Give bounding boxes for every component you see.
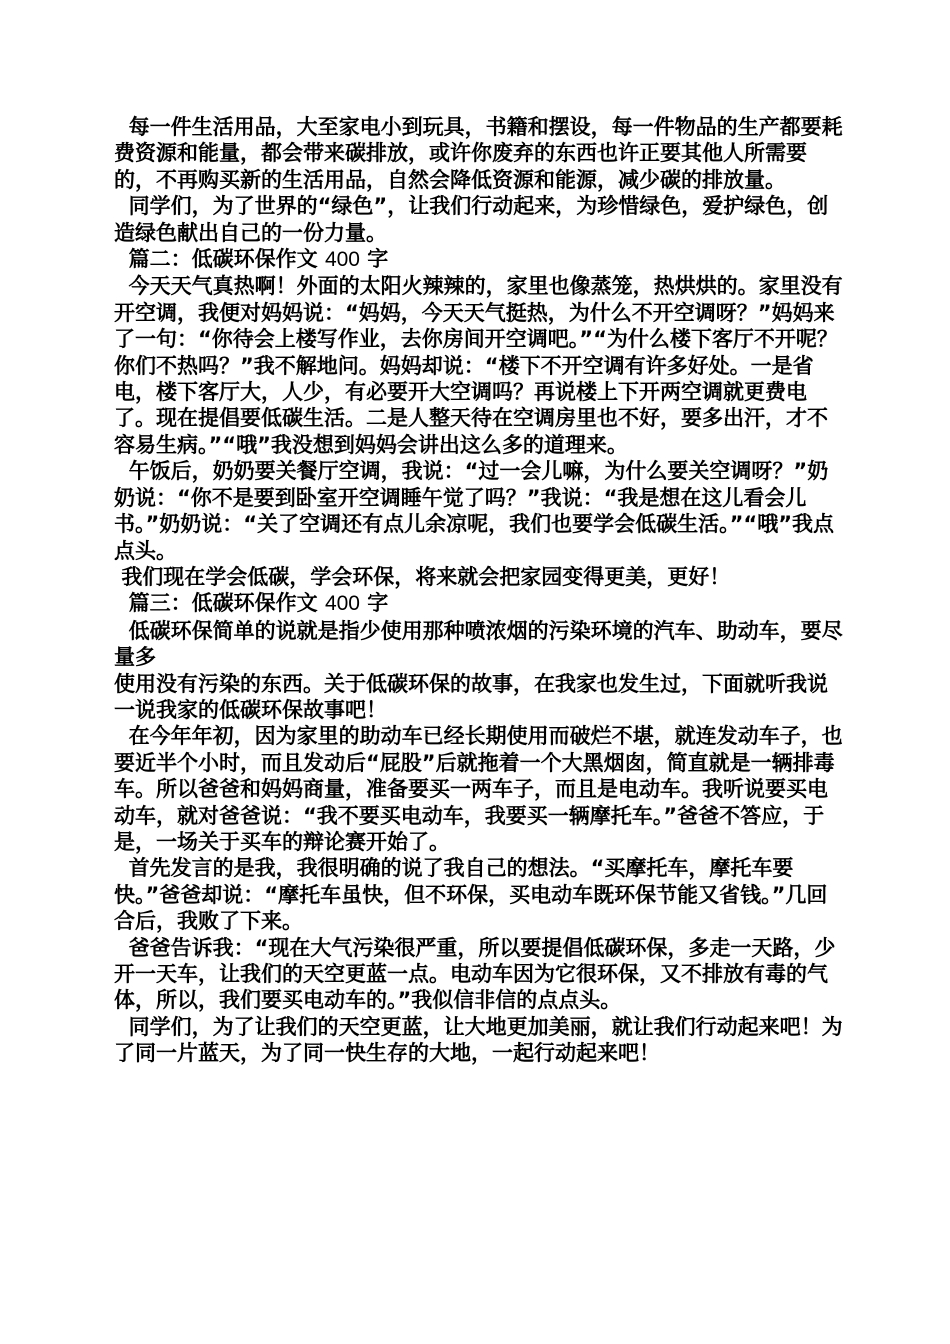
- section-heading: [114, 590, 844, 617]
- paragraph: 同学们，为了世界的“绿色”，让我们行动起来，为珍惜绿色，爱护绿色，创造绿色献出自己的一份力量。: [114, 194, 829, 245]
- paragraph: 使用没有污染的东西。关于低碳环保的故事，在我家也发生过，下面就听我说一说我家的低碳环保故事吧！: [114, 671, 828, 722]
- heading-unit: 字: [359, 591, 389, 616]
- document-page: [114, 114, 844, 1067]
- paragraph: 爸爸告诉我：“现在大气污染很严重，所以要提倡低碳环保，多走一天路，少开一天车，让我们的天空更蓝一点。电动车因为它很环保，又不排放有毒的气体，所以，我们要买电动车的。”我似信非信的点点头。: [114, 935, 836, 1013]
- paragraph: 在今年年初，因为家里的助动车已经长期使用而破烂不堪，就连发动车子，也要近半个小时，而且发动后“屁股”后就拖着一个大黑烟囱，简直就是一辆排毒车。所以爸爸和妈妈商量，准备要买一两车子，而且是电动车。我听说要买电动车，就对爸爸说：“我不要买电动车，我要买一辆摩托车。”爸爸不答应，于是，一场关于买车的辩论赛开始了。: [114, 724, 843, 854]
- heading-number: 400: [324, 592, 360, 616]
- heading-number: 400: [324, 248, 360, 272]
- paragraph: 每一件生活用品，大至家电小到玩具，书籍和摆设，每一件物品的生产都要耗费资源和能量，都会带来碳排放，或许你废弃的东西也许正要其他人所需要的，不再购买新的生活用品，自然会降低资源和能源，减少碳的排放量。: [114, 115, 843, 192]
- heading-unit: 字: [359, 247, 389, 272]
- paragraph: 首先发言的是我，我很明确的说了我自己的想法。“买摩托车，摩托车要快。”爸爸却说：“摩托车虽快，但不环保，买电动车既环保节能又省钱。”几回合后，我败了下来。: [114, 856, 828, 934]
- paragraph: 午饭后，奶奶要关餐厅空调，我说：“过一会儿嘛，为什么要关空调呀？”奶奶说：“你不是要到卧室开空调睡午觉了吗？”我说：“我是想在这儿看会儿书。”奶奶说：“关了空调还有点儿余凉呢，我们也要学会低碳生活。”“哦”我点点头。: [114, 459, 835, 563]
- paragraph: 低碳环保简单的说就是指少使用那种喷浓烟的污染环境的汽车、助动车，要尽量多: [114, 618, 843, 670]
- paragraph: 同学们，为了让我们的天空更蓝，让大地更加美丽，就让我们行动起来吧！为了同一片蓝天，为了同一快生存的大地，一起行动起来吧！: [114, 1014, 843, 1066]
- heading-text: 篇三：低碳环保作文: [114, 591, 325, 616]
- section-heading: [114, 246, 844, 273]
- paragraph: 我们现在学会低碳，学会环保，将来就会把家园变得更美，更好！: [114, 564, 731, 589]
- heading-text: 篇二：低碳环保作文: [114, 247, 325, 272]
- paragraph: 今天天气真热啊！外面的太阳火辣辣的，家里也像蒸笼，热烘烘的。家里没有开空调，我便对妈妈说：“妈妈，今天天气挺热，为什么不开空调呀？”妈妈来了一句：“你待会上楼写作业，去你房间开空调吧。”“为什么楼下客厅不开呢？你们不热吗？”我不解地问。妈妈却说：“楼下不开空调有许多好处。一是省电，楼下客厅大，人少，有必要开大空调吗？再说楼上下开两空调就更费电了。现在提倡要低碳生活。二是人整天待在空调房里也不好，要多出汗，才不容易生病。”“哦”我没想到妈妈会讲出这么多的道理来。: [114, 274, 843, 457]
